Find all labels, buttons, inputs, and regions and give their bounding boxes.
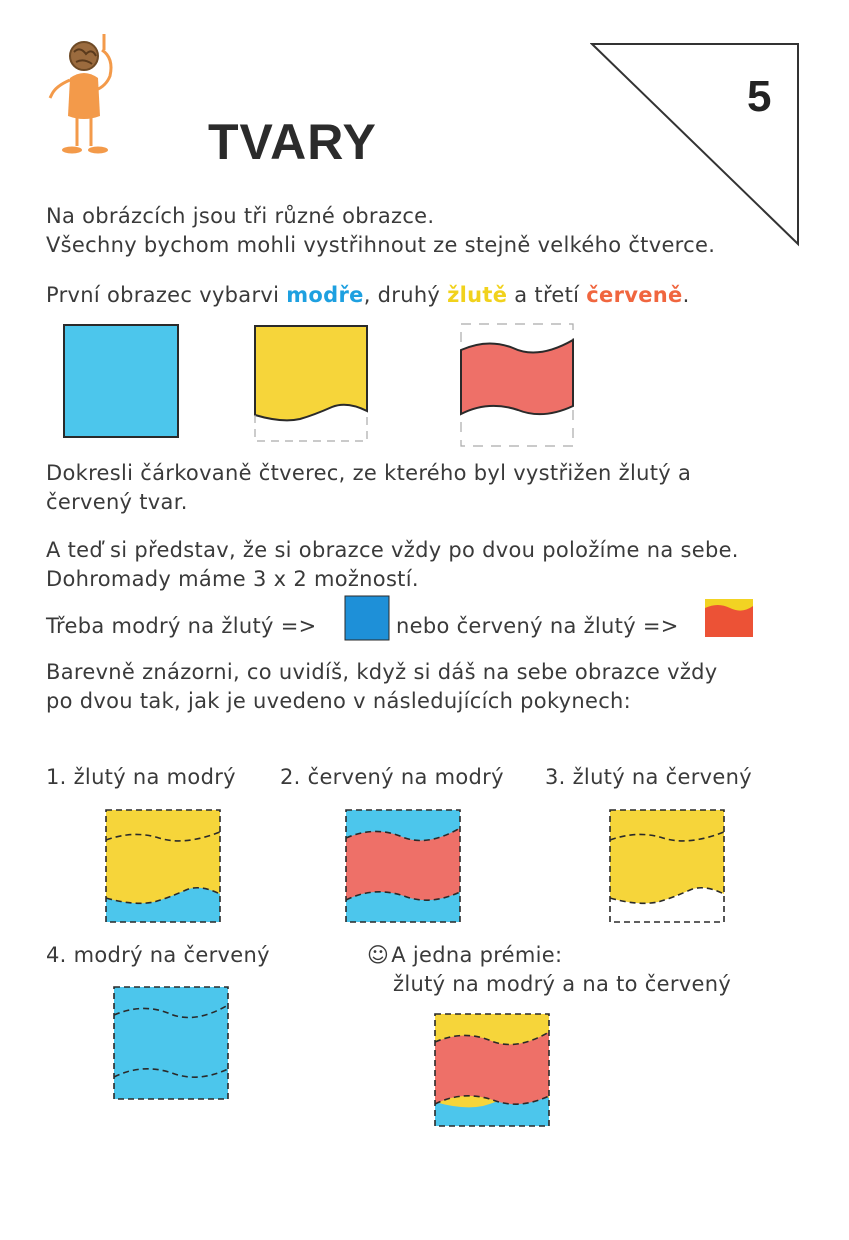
instruction-mid-1: , druhý	[363, 283, 448, 307]
item-4-answer-box[interactable]	[112, 985, 230, 1101]
instruction-mid-2: a třetí	[507, 283, 587, 307]
item-1-answer-box[interactable]	[104, 808, 222, 924]
dotted-task-line-1: Dokresli čárkovaně čtverec, ze kterého byl vystřižen žlutý a	[46, 461, 692, 485]
task2-line-2: po dvou tak, jak je uvedeno v následujících pokynech:	[46, 689, 632, 713]
color-instruction	[46, 281, 690, 310]
instruction-prefix: První obrazec vybarvi	[46, 283, 287, 307]
item-3-label: 3. žlutý na červený	[545, 765, 752, 789]
example-blue-square	[344, 595, 390, 641]
red-wave-shape[interactable]	[458, 318, 578, 450]
yellow-cut-shape[interactable]	[252, 323, 372, 443]
bonus-line-1	[367, 941, 562, 970]
mascot-figure-icon	[44, 28, 124, 160]
item-4-label: 4. modrý na červený	[46, 943, 270, 967]
word-yellow: žlutě	[447, 283, 508, 307]
item-2-label: 2. červený na modrý	[280, 765, 504, 789]
bonus-line-2: žlutý na modrý a na to červený	[393, 972, 732, 996]
item-3-answer-box[interactable]	[608, 808, 726, 924]
page-title: TVARY	[208, 114, 377, 170]
task2-line-1: Barevně znázorni, co uvidíš, když si dáš na sebe obrazce vždy	[46, 660, 718, 684]
blue-square-shape[interactable]	[62, 323, 180, 439]
page-number: 5	[747, 72, 772, 121]
bonus-answer-box[interactable]	[433, 1012, 551, 1128]
word-red: červeně	[586, 283, 683, 307]
intro-line-1: Na obrázcích jsou tři různé obrazce.	[46, 204, 435, 228]
smiley-icon: ☺	[367, 943, 390, 967]
word-blue: modře	[286, 283, 364, 307]
item-1-label: 1. žlutý na modrý	[46, 765, 236, 789]
bonus-label: A jedna prémie:	[391, 943, 563, 967]
instruction-suffix: .	[682, 283, 690, 307]
dotted-task-line-2: červený tvar.	[46, 490, 188, 514]
intro-line-2: Všechny bychom mohli vystřihnout ze stejně velkého čtverce.	[46, 233, 716, 257]
example-part-2: nebo červený na žlutý =>	[396, 614, 679, 638]
item-2-answer-box[interactable]	[344, 808, 462, 924]
stack-intro-line-2: Dohromady máme 3 x 2 možností.	[46, 567, 419, 591]
stack-intro-line-1: A teď si představ, že si obrazce vždy po dvou položíme na sebe.	[46, 538, 739, 562]
example-part-1: Třeba modrý na žlutý =>	[46, 614, 317, 638]
page-corner-triangle	[590, 40, 804, 250]
example-red-on-yellow	[704, 598, 754, 638]
